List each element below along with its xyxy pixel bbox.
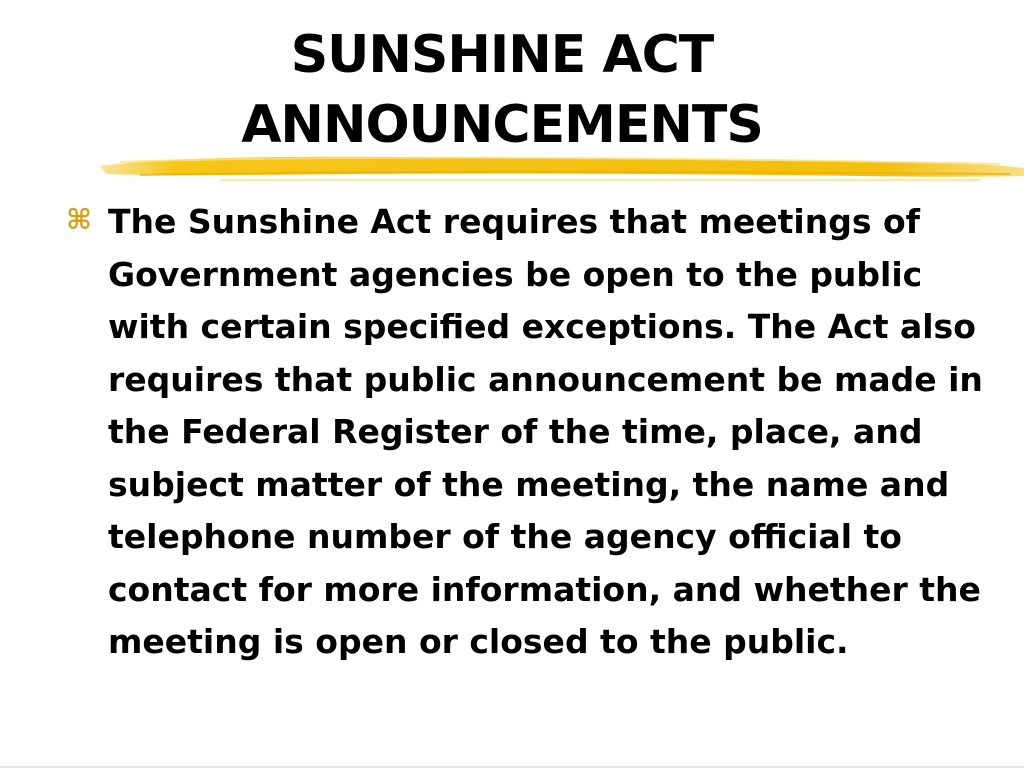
title-brush-underline (100, 150, 1024, 190)
title-line-1: SUNSHINE ACT (290, 25, 714, 85)
slide-title (0, 20, 1004, 160)
title-line-2: ANNOUNCEMENTS (241, 95, 763, 155)
bullet-text: The Sunshine Act requires that meetings of Government agencies be open to the public with certain specified exceptions. The Act also requires that public announcement be made in the Federal Register of the time, place, and subject matter of the meeting, the name and telephone number of the agency official to contact for more information, and whether the meeting is open or closed to the public. (108, 202, 983, 661)
command-key-icon: ⌘ (66, 203, 92, 236)
